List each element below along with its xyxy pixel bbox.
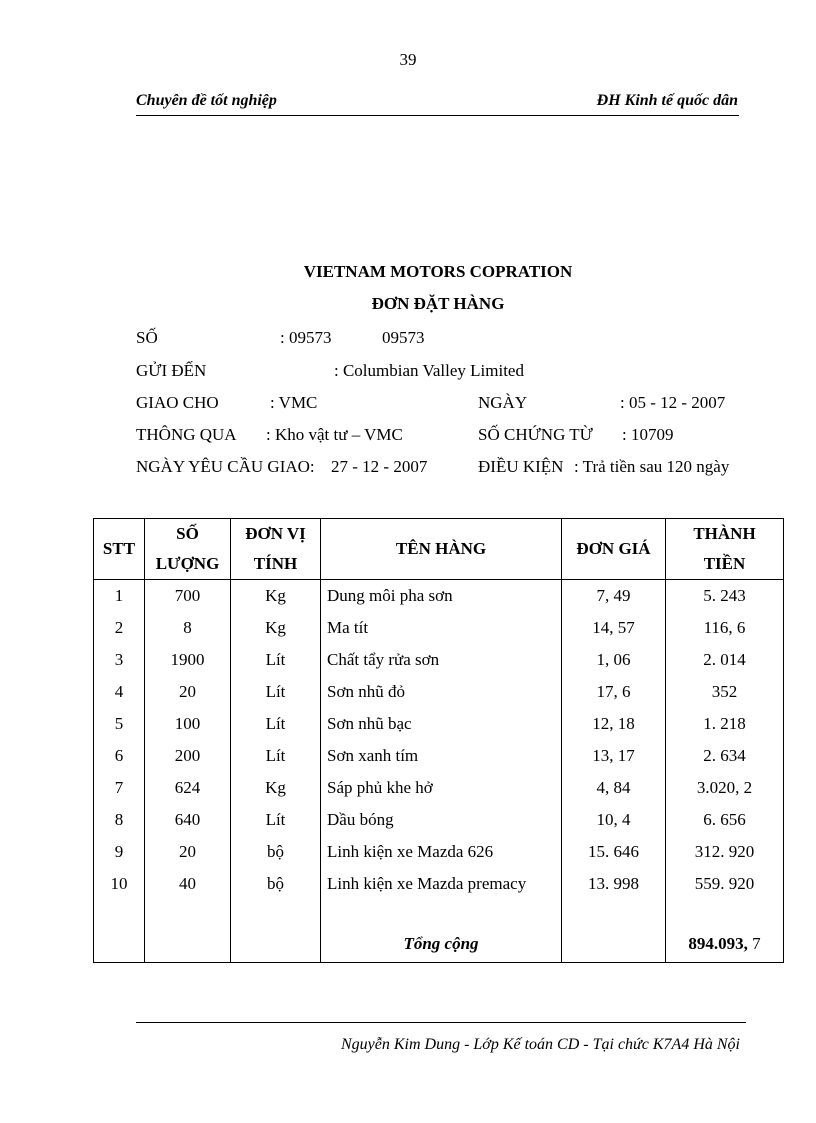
cell-stt: 8 [94, 804, 145, 836]
cell-price: 17, 6 [562, 676, 666, 708]
header-left: Chuyên đề tốt nghiệp [136, 92, 277, 109]
cell-qty: 1900 [145, 644, 231, 676]
cell-unit: Lít [231, 804, 321, 836]
cell-total: 559. 920 [666, 868, 784, 900]
header-don-vi-2: TÍNH [231, 549, 321, 580]
header-thanh-tien-1: THÀNH [666, 519, 784, 550]
document-title: ĐƠN ĐẶT HÀNG [371, 294, 505, 313]
total-label: Tổng cộng [403, 934, 479, 953]
header-don-gia: ĐƠN GIÁ [562, 519, 666, 580]
thong-qua-label: THÔNG QUA [136, 425, 237, 444]
header-don-vi-1: ĐƠN VỊ [231, 519, 321, 550]
cell-unit: Lít [231, 644, 321, 676]
cell-stt: 7 [94, 772, 145, 804]
cell-stt: 3 [94, 644, 145, 676]
cell-price: 1, 06 [562, 644, 666, 676]
header-right: ĐH Kinh tế quốc dân [596, 92, 738, 109]
so-chung-tu-label: SỐ CHỨNG TỪ [478, 425, 593, 444]
cell-total: 6. 656 [666, 804, 784, 836]
cell-price: 13. 998 [562, 868, 666, 900]
so-value: : 09573 [280, 328, 332, 347]
cell-price: 4, 84 [562, 772, 666, 804]
cell-total: 2. 014 [666, 644, 784, 676]
cell-name: Linh kiện xe Mazda premacy [321, 868, 562, 900]
cell-total: 312. 920 [666, 836, 784, 868]
cell-name: Sơn nhũ đỏ [321, 676, 562, 708]
cell-qty: 624 [145, 772, 231, 804]
cell-qty: 40 [145, 868, 231, 900]
table-row [94, 580, 784, 613]
cell-stt: 6 [94, 740, 145, 772]
cell-stt: 4 [94, 676, 145, 708]
cell-price: 7, 49 [562, 580, 666, 613]
cell-name: Ma tít [321, 612, 562, 644]
company-name: VIETNAM MOTORS COPRATION [303, 262, 573, 281]
cell-unit: Lít [231, 676, 321, 708]
cell-total: 3.020, 2 [666, 772, 784, 804]
cell-name: Dung môi pha sơn [321, 580, 562, 613]
table-row [94, 708, 784, 740]
footer-rule [136, 1022, 746, 1023]
dieu-kien-value: : Trả tiền sau 120 ngày [574, 457, 730, 476]
cell-total: 5. 243 [666, 580, 784, 613]
cell-total: 1. 218 [666, 708, 784, 740]
cell-unit: Kg [231, 580, 321, 613]
thong-qua-value: : Kho vật tư – VMC [266, 425, 403, 444]
total-value-decimal: 7 [747, 934, 761, 953]
cell-unit: Lít [231, 708, 321, 740]
cell-price: 13, 17 [562, 740, 666, 772]
cell-total: 116, 6 [666, 612, 784, 644]
cell-total: 2. 634 [666, 740, 784, 772]
cell-stt: 5 [94, 708, 145, 740]
cell-qty: 700 [145, 580, 231, 613]
cell-qty: 100 [145, 708, 231, 740]
cell-qty: 8 [145, 612, 231, 644]
so-chung-tu-value: : 10709 [622, 425, 674, 444]
header-rule [136, 115, 739, 116]
table-header-row-1 [94, 519, 784, 550]
cell-qty: 20 [145, 676, 231, 708]
ngay-yeu-cau-label: NGÀY YÊU CẦU GIAO: [136, 457, 315, 476]
cell-qty: 20 [145, 836, 231, 868]
table-total-row [94, 926, 784, 963]
header-thanh-tien-2: TIỀN [666, 549, 784, 580]
cell-unit: bộ [231, 868, 321, 900]
cell-price: 10, 4 [562, 804, 666, 836]
order-table [93, 518, 784, 963]
cell-name: Sáp phủ khe hở [321, 772, 562, 804]
cell-unit: Kg [231, 772, 321, 804]
table-row [94, 612, 784, 644]
table-row [94, 836, 784, 868]
table-row [94, 772, 784, 804]
cell-qty: 200 [145, 740, 231, 772]
so-value-2: 09573 [382, 328, 425, 347]
cell-price: 14, 57 [562, 612, 666, 644]
cell-name: Sơn xanh tím [321, 740, 562, 772]
cell-name: Chất tẩy rửa sơn [321, 644, 562, 676]
dieu-kien-label: ĐIỀU KIỆN [478, 457, 564, 476]
header-stt: STT [94, 519, 145, 580]
header-so-luong-1: SỐ [145, 519, 231, 550]
giao-cho-value: : VMC [270, 393, 318, 412]
footer-text: Nguyễn Kim Dung - Lớp Kế toán CD - Tại chức K7A4 Hà Nội [340, 1036, 740, 1053]
header-so-luong-2: LƯỢNG [145, 549, 231, 580]
table-row [94, 804, 784, 836]
cell-name: Linh kiện xe Mazda 626 [321, 836, 562, 868]
total-value: 894.093, [688, 934, 748, 953]
ngay-yeu-cau-value: 27 - 12 - 2007 [331, 457, 428, 476]
cell-price: 15. 646 [562, 836, 666, 868]
cell-stt: 10 [94, 868, 145, 900]
cell-unit: bộ [231, 836, 321, 868]
cell-name: Sơn nhũ bạc [321, 708, 562, 740]
table-row [94, 676, 784, 708]
table-row [94, 740, 784, 772]
cell-qty: 640 [145, 804, 231, 836]
cell-total: 352 [666, 676, 784, 708]
cell-unit: Kg [231, 612, 321, 644]
gui-den-value: : Columbian Valley Limited [334, 361, 524, 380]
cell-stt: 9 [94, 836, 145, 868]
cell-price: 12, 18 [562, 708, 666, 740]
table-row [94, 868, 784, 900]
cell-stt: 2 [94, 612, 145, 644]
cell-name: Dầu bóng [321, 804, 562, 836]
ngay-value: : 05 - 12 - 2007 [620, 393, 726, 412]
so-label: SỐ [136, 328, 158, 347]
cell-stt: 1 [94, 580, 145, 613]
ngay-label: NGÀY [478, 393, 528, 412]
page-number: 39 [399, 50, 417, 69]
gui-den-label: GỬI ĐẾN [136, 361, 207, 380]
table-row [94, 644, 784, 676]
cell-unit: Lít [231, 740, 321, 772]
giao-cho-label: GIAO CHO [136, 393, 219, 412]
header-ten-hang: TÊN HÀNG [321, 519, 562, 580]
table-row-blank [94, 900, 784, 926]
